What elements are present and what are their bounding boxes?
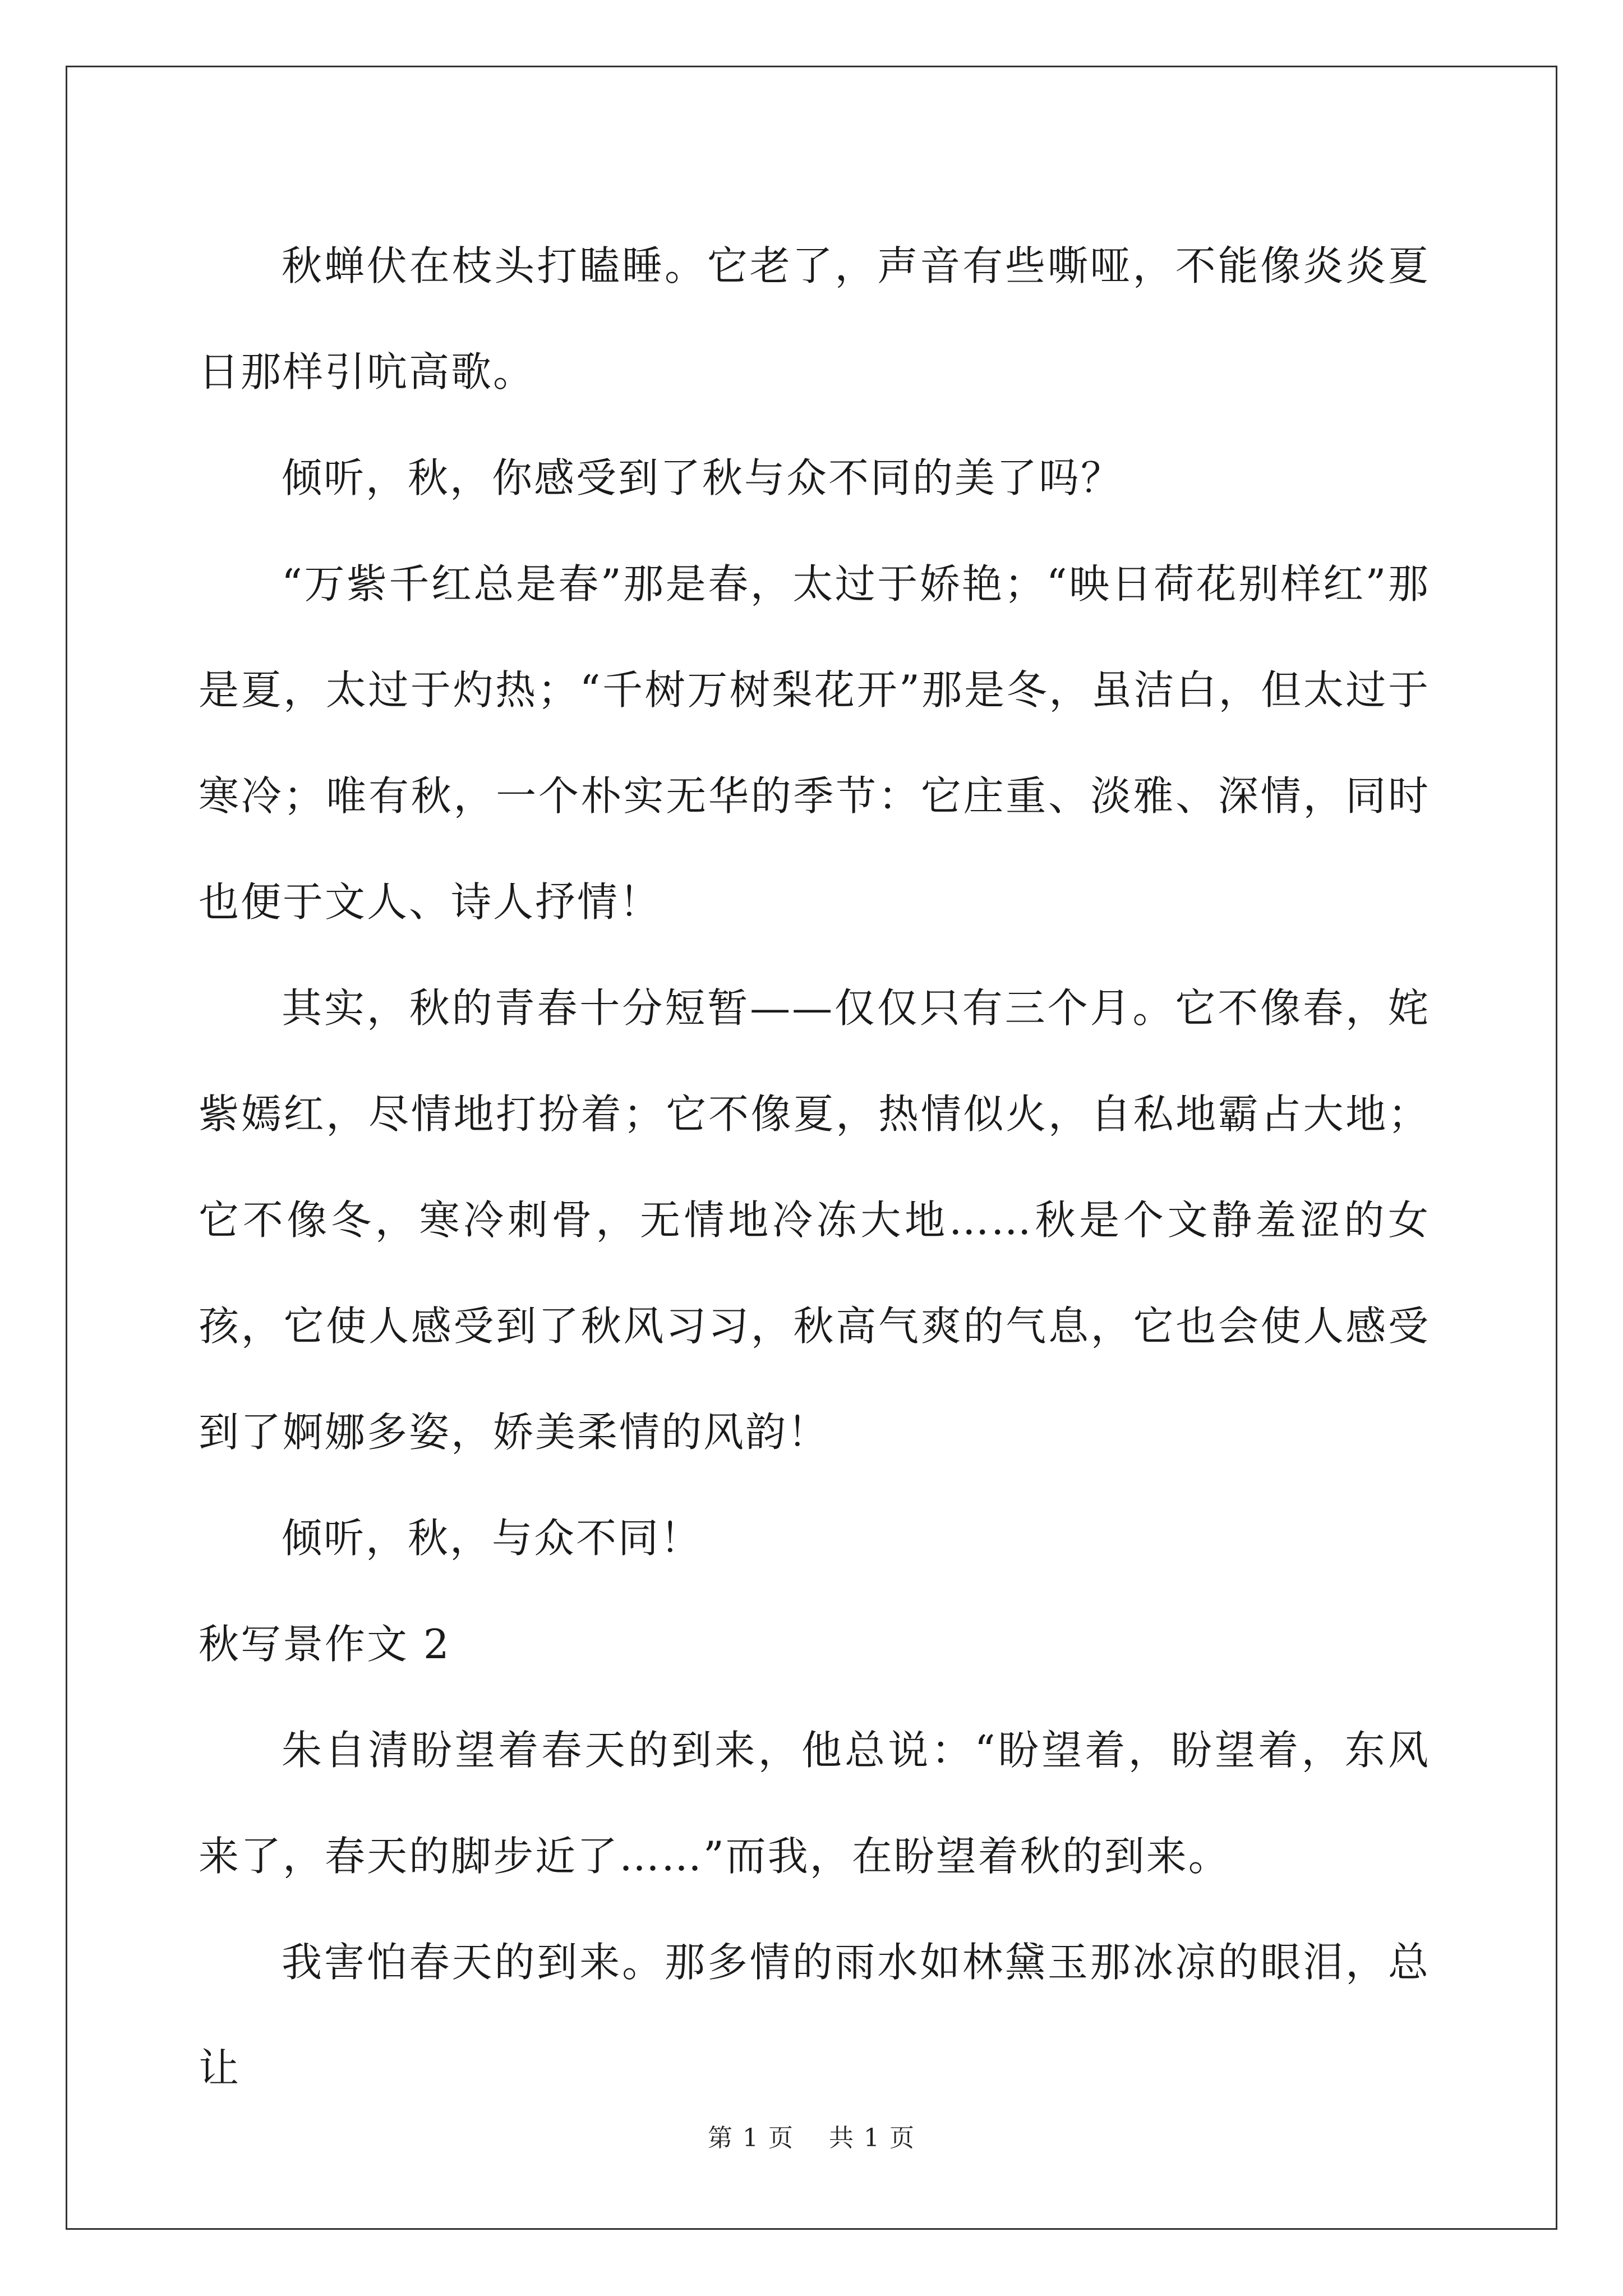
section-title: 秋写景作文 2 [199,1621,451,1668]
paragraph: 倾听，秋，与众不同！ [282,1515,703,1562]
paragraph: 其实，秋的青春十分短暂——仅仅只有三个月。它不像春，姹紫嫣红，尽情地打扮着；它不像夏，热情似火，自私地霸占大地；它不像冬，寒冷刺骨，无情地冷冻大地……秋是个文静羞涩的女孩，它使人感受到了秋风习习，秋高气爽的气息，它也会使人感受到了婀娜多姿，娇美柔情的风韵！ [199,984,1430,1456]
paragraph: 秋蝉伏在枝头打瞌睡。它老了，声音有些嘶哑，不能像炎炎夏日那样引吭高歌。 [199,242,1430,395]
document-body [199,213,1430,2122]
page-number-total: 共 1 页 [829,2124,915,2152]
paragraph: 我害怕春天的到来。那多情的雨水如林黛玉那冰凉的眼泪，总让 [199,1939,1430,2092]
paragraph: “万紫千红总是春”那是春，太过于娇艳；“映日荷花别样红”那是夏，太过于灼热；“千树万树梨花开”那是冬，虽洁白，但太过于寒冷；唯有秋，一个朴实无华的季节：它庄重、淡雅、深情，同时也便于文人、诗人抒情！ [199,560,1430,926]
paragraph: 朱自清盼望着春天的到来，他总说：“盼望着，盼望着，东风来了，春天的脚步近了……”而我，在盼望着秋的到来。 [199,1727,1430,1880]
page-footer [0,2118,1623,2154]
page-number-current: 第 1 页 [708,2124,794,2152]
paragraph: 倾听，秋，你感受到了秋与众不同的美了吗？ [282,454,1123,501]
